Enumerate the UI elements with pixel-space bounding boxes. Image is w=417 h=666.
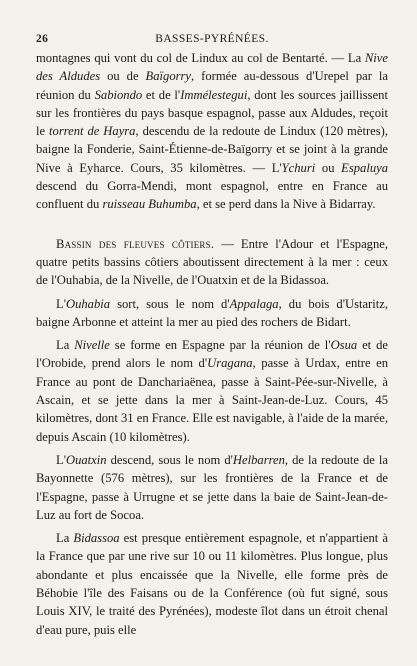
running-head: BASSES-PYRÉNÉES. — [155, 33, 269, 45]
paragraph-bidassoa: La Bidassoa est presque entièrement espagnole, et n'appartient à la France que par une rive sur 10 ou 11 kilomètres. Plus longue, plus abondante et plus encaissée que la Nivelle, elle forme près de Béhobie l'île des Faisans ou de la Conférence (où fut signé, sous Louis XIV, le traité des Pyrénées), modeste îlot dans un étroit chenal d'eau pure, puis elle — [36, 531, 388, 637]
paragraph-nivelle: La Nivelle se forme en Espagne par la réunion de l'Osua et de l'Orobide, prend alors le nom d'Uragana, passe à Urdax, entre en France au pont de Danchariaënea, passe à Saint-Pée-sur-Nivelle, à Ascain, et se jette dans la mer à Saint-Jean-de-Luz. Cours, 45 kilomètres, dont 31 en France. Elle est navigable, à l'aide de la marée, depuis Ascain (10 kilomètres). — [36, 338, 388, 444]
section-heading: Bassin des fleuves côtiers. — [56, 236, 215, 251]
page-header — [36, 33, 388, 47]
page-number: 26 — [36, 33, 49, 45]
paragraph-ouatxin: L'Ouatxin descend, sous le nom d'Helbarren, de la redoute de la Bayonnette (576 mètres), sur les frontières de la France et de l'Espagne, passe à Urrugne et se jette dans la baie de Saint-Jean-de-Luz au fort de Socoa. — [36, 452, 388, 522]
paragraph-nive-des-aldudes: montagnes qui vont du col de Lindux au col de Bentarté. — La Nive des Aldudes ou de Baïgorry, formée au-dessous d'Urepel par la réunion du Sabiondo et de l'Immélestegui, dont les sources jaillissent sur les frontières du pays basque espagnol, passe aux Aldudes, reçoit le torrent de Hayra, descendu de la redoute de Lindux (120 mètres), baigne la Fonderie, Saint-Étienne-de-Baïgorry et se joint à la grande Nive à Eyharce. Cours, 35 kilomètres. — L'Ychuri ou Espaluya descend du Gorra-Mendi, mont espagnol, entre en France au confluent du ruisseau Buhumba, et se perd dans la Nive à Bidarray. — [36, 51, 389, 212]
page-body — [36, 49, 388, 639]
paragraph-bassin-fleuves-cotiers: Bassin des fleuves côtiers. — Entre l'Adour et l'Espagne, quatre petits bassins côtiers aboutissent directement à la mer : ceux de l'Ouhabia, de la Nivelle, de l'Ouatxin et de la Bidassoa. — [36, 236, 388, 288]
paragraph-ouhabia: L'Ouhabia sort, sous le nom d'Appalaga, du bois d'Ustaritz, baigne Arbonne et atteint la mer au pied des rochers de Bidart. — [36, 296, 388, 329]
